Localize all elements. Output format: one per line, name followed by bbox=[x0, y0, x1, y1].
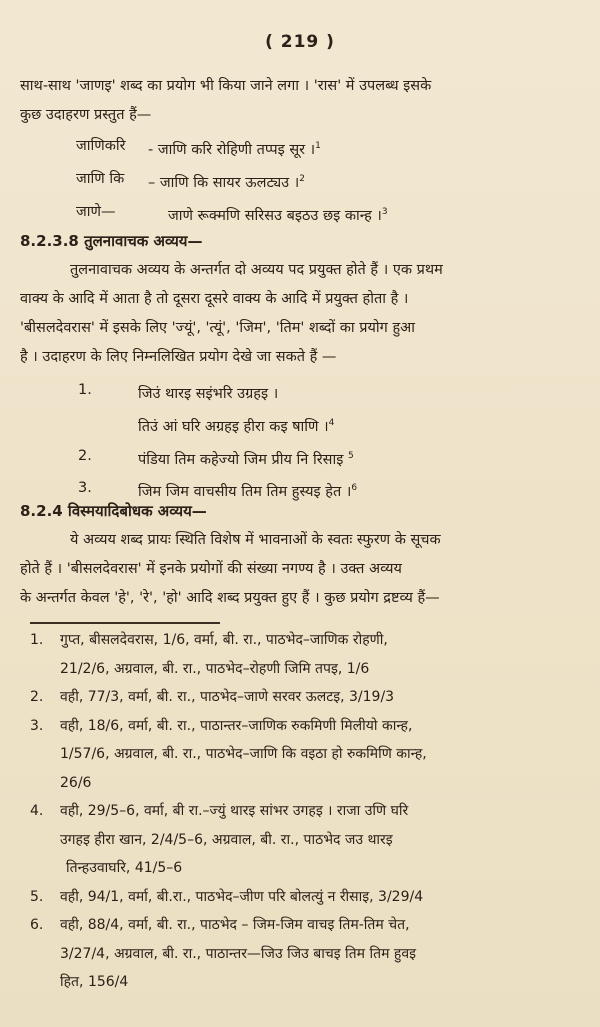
examples-comparative bbox=[20, 376, 588, 507]
section-heading: 8.2.4 विस्मयादिबोधक अव्यय— bbox=[20, 502, 207, 520]
section-line: के अन्तर्गत केवल 'हे', 'रे', 'हो' आदि शब्द प्रयुक्त हुए हैं । कुछ प्रयोग द्रष्टव्य हैं— bbox=[20, 590, 440, 606]
intro-line: साथ-साथ 'जाणइ' शब्द का प्रयोग भी किया जाने लगा । 'रास' में उपलब्ध इसके bbox=[20, 78, 432, 94]
page-number: ( 219 ) bbox=[265, 32, 335, 52]
example-row bbox=[20, 165, 588, 198]
footnote: 2. वही, 77/3, वर्मा, बी. रा., पाठभेद–जाणे सरवर ऊलटइ, 3/19/3 bbox=[30, 689, 395, 705]
footnote-divider bbox=[30, 622, 220, 624]
list-item: 2. पंडिया तिम कहेज्यो जिम प्रीय नि रिसाइ $^5$ bbox=[78, 447, 354, 468]
intro-paragraph bbox=[20, 72, 588, 130]
section-heading: 8.2.3.8 तुलनावाचक अव्यय— bbox=[20, 232, 203, 250]
list-item: 3. जिम जिम वाचसीय तिम तिम हुस्यइ हेत ।$^6$ bbox=[78, 480, 358, 501]
section-interjection bbox=[20, 496, 588, 613]
examples-jaani bbox=[20, 132, 588, 230]
example-text: – जाणि कि सायर ऊलट्यउ ।$^2$ bbox=[148, 173, 305, 191]
section-line: होते हैं । 'बीसलदेवरास' में इनके प्रयोगों की संख्या नगण्य है । उक्त अव्यय bbox=[20, 561, 402, 577]
footnote: 1. गुप्त, बीसलदेवरास, 1/6, वर्मा, बी. रा., पाठभेद–जाणिक रोहणी, 21/2/6, अग्रवाल, बी. रा., पाठभेद–रोहणी जिमि तपइ, 1/6 bbox=[30, 632, 388, 677]
section-line: तुलनावाचक अव्यय के अन्तर्गत दो अव्यय पद प्रयुक्त होते हैं । एक प्रथम bbox=[70, 262, 443, 278]
example-label: जाणे— bbox=[76, 203, 116, 220]
section-comparative bbox=[20, 226, 588, 372]
section-line: है । उदाहरण के लिए निम्नलिखित प्रयोग देखे जा सकते हैं — bbox=[20, 349, 337, 365]
intro-line: कुछ उदाहरण प्रस्तुत हैं— bbox=[20, 107, 152, 123]
footnote: 5. वही, 94/1, वर्मा, बी.रा., पाठभेद–जीण परि बोलत्युं न रीसाइ, 3/29/4 bbox=[30, 888, 424, 905]
example-label: जाणि कि bbox=[76, 170, 125, 187]
example-row bbox=[20, 132, 588, 165]
list-item: 1. जिउं थारइ सइंभरि उग्रहइ । bbox=[78, 382, 279, 402]
example-text: जाणे रूक्मणि सरिसउ बइठउ छइ कान्ह ।$^3$ bbox=[168, 206, 388, 224]
list-item: तिउं आं घरि अग्रहइ हीरा कइ षाणि ।$^4$ bbox=[138, 417, 335, 435]
section-line: वाक्य के आदि में आता है तो दूसरा दूसरे वाक्य के आदि में प्रयुक्त होता है । bbox=[20, 291, 409, 307]
example-label: जाणिकरि bbox=[76, 138, 126, 154]
footnote: 4. वही, 29/5–6, वर्मा, बी रा.–ज्युं थारइ सांभर उगहइ । राजा उणि घरि उगहइ हीरा खान, 2/4/5–6, अग्रवाल, बी. रा., पाठभेद जउ थारइ तिन्हउवाघरि, 41/5–6 bbox=[30, 803, 409, 876]
example-text: - जाणि करि रोहिणी तप्पइ सूर ।$^1$ bbox=[148, 141, 321, 158]
section-line: 'बीसलदेवरास' में इसके लिए 'ज्यूं', 'त्यूं', 'जिम', 'तिम' शब्दों का प्रयोग हुआ bbox=[20, 320, 415, 336]
footnote: 6. वही, 88/4, वर्मा, बी. रा., पाठभेद – जिम-जिम वाचइ तिम-तिम चेत, 3/27/4, अग्रवाल, बी. रा., पाठान्तर—जिउ जिउ बाचइ तिम तिम हुवइ हित, 156/4 bbox=[30, 917, 416, 990]
footnotes bbox=[30, 626, 588, 997]
section-line: ये अव्यय शब्द प्रायः स्थिति विशेष में भावनाओं के स्वतः स्फुरण के सूचक bbox=[70, 532, 441, 548]
footnote: 3. वही, 18/6, वर्मा, बी. रा., पाठान्तर–जाणिक रुकमिणी मिलीयो कान्ह, 1/57/6, अग्रवाल, बी. रा., पाठभेद–जाणि कि वइठा हो रुकमिणि कान्ह, 26/6 bbox=[30, 717, 427, 791]
